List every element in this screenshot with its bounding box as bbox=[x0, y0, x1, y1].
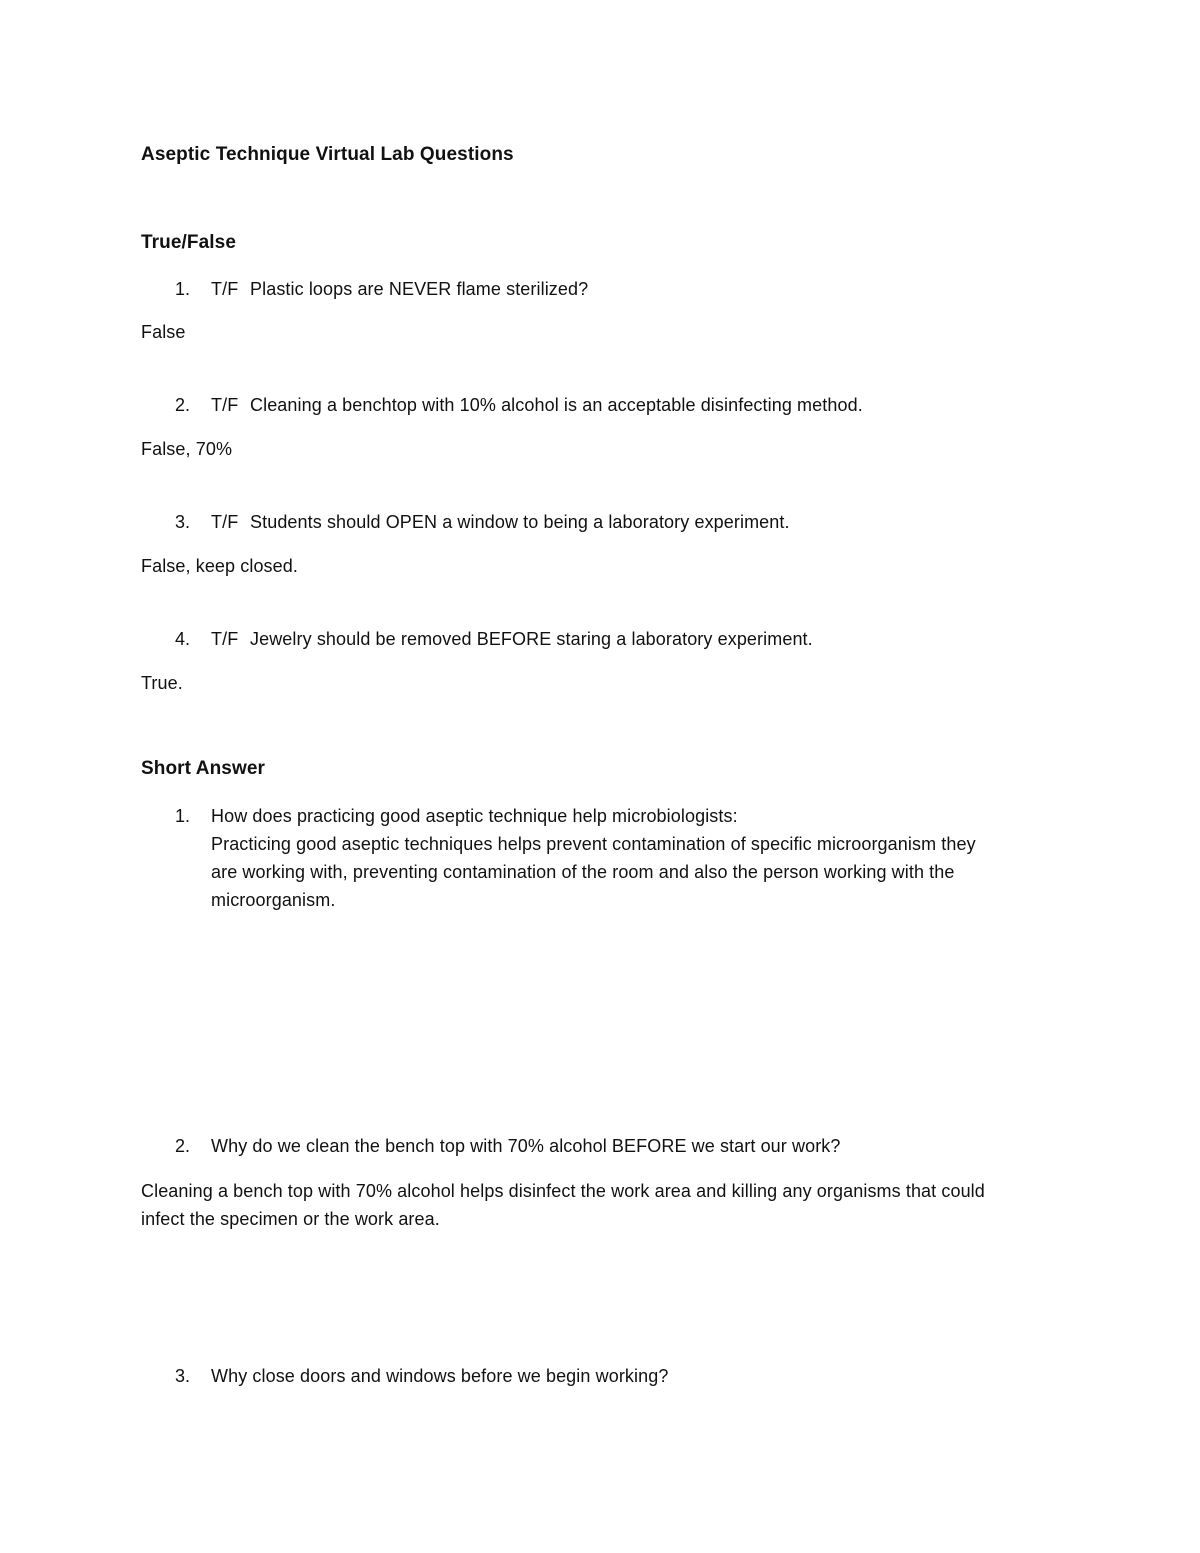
sa-item-number: 2. bbox=[175, 1136, 191, 1156]
sa-item-answer-line: Cleaning a bench top with 70% alcohol helps disinfect the work area and killing any organisms that could bbox=[141, 1181, 985, 1201]
sa-item-question: Why do we clean the bench top with 70% alcohol BEFORE we start our work? bbox=[211, 1136, 841, 1156]
sa-item-question: Why close doors and windows before we begin working? bbox=[211, 1366, 669, 1386]
sa-item-answer-line: infect the specimen or the work area. bbox=[141, 1209, 440, 1229]
tf-item-question: Jewelry should be removed BEFORE staring a laboratory experiment. bbox=[250, 629, 813, 649]
sa-item-question: How does practicing good aseptic technique help microbiologists: bbox=[211, 806, 738, 826]
tf-item-prefix: T/F bbox=[211, 279, 239, 299]
section-heading-true-false: True/False bbox=[141, 232, 236, 253]
tf-item-prefix: T/F bbox=[211, 395, 239, 415]
sa-item-answer-line: are working with, preventing contamination of the room and also the person working with the bbox=[211, 862, 955, 882]
tf-item-answer: False, keep closed. bbox=[141, 556, 298, 576]
tf-item-number: 1. bbox=[175, 279, 191, 299]
tf-item-question: Plastic loops are NEVER flame sterilized? bbox=[250, 279, 589, 299]
tf-item-answer: False bbox=[141, 322, 186, 342]
sa-item-number: 1. bbox=[175, 806, 191, 826]
sa-item-answer-line: Practicing good aseptic techniques helps prevent contamination of specific microorganism they bbox=[211, 834, 976, 854]
tf-item-question: Cleaning a benchtop with 10% alcohol is an acceptable disinfecting method. bbox=[250, 395, 863, 415]
tf-item-prefix: T/F bbox=[211, 629, 239, 649]
document-title: Aseptic Technique Virtual Lab Questions bbox=[141, 144, 514, 165]
tf-item-prefix: T/F bbox=[211, 512, 239, 532]
tf-item-question: Students should OPEN a window to being a laboratory experiment. bbox=[250, 512, 790, 532]
sa-item-answer-line: microorganism. bbox=[211, 890, 336, 910]
sa-item-number: 3. bbox=[175, 1366, 191, 1386]
tf-item-number: 4. bbox=[175, 629, 191, 649]
tf-item-number: 2. bbox=[175, 395, 191, 415]
section-heading-short-answer: Short Answer bbox=[141, 758, 266, 779]
tf-item-answer: True. bbox=[141, 673, 183, 693]
tf-item-number: 3. bbox=[175, 512, 191, 532]
tf-item-answer: False, 70% bbox=[141, 439, 233, 459]
